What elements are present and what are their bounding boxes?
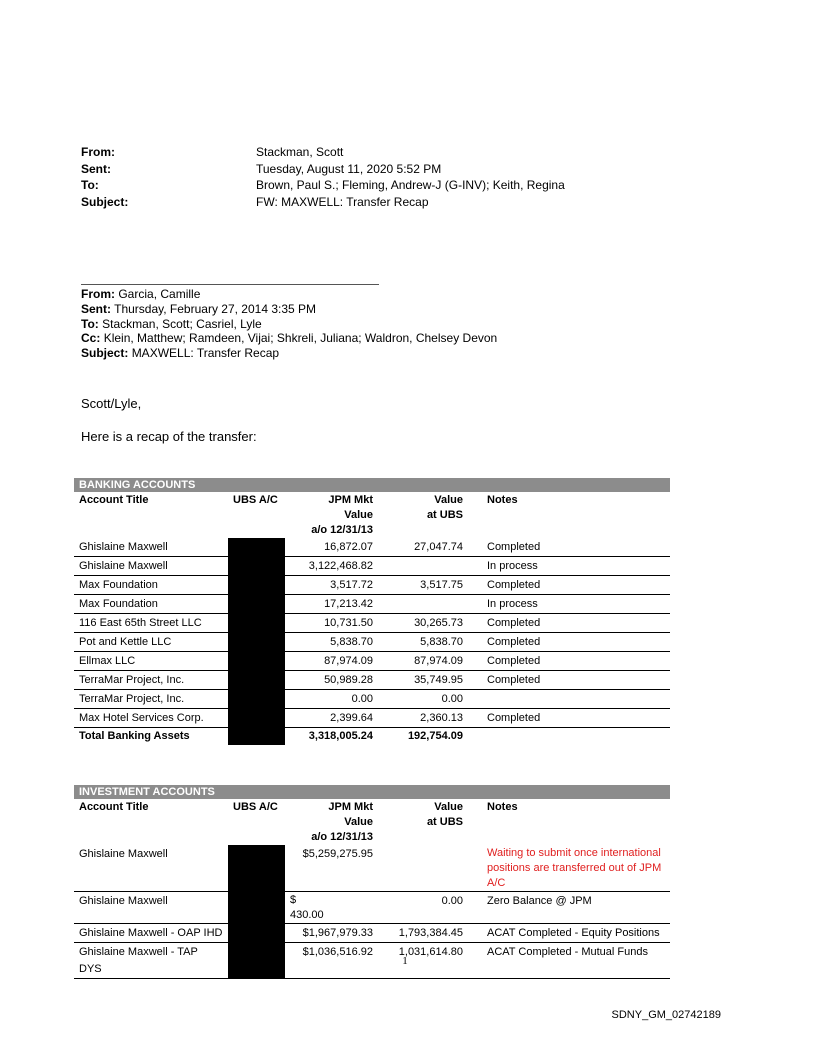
ubs-value: 1,793,384.45 xyxy=(378,924,468,943)
ubs-value: 87,974.09 xyxy=(378,652,468,671)
ubs-value: 5,838.70 xyxy=(378,633,468,652)
col-jpm-line1: JPM Mkt xyxy=(328,801,373,813)
column-header-row xyxy=(74,492,670,538)
col-jpm-line2: Value xyxy=(344,816,373,828)
subject-value: FW: MAXWELL: Transfer Recap xyxy=(256,194,429,209)
redacted-ubs-account xyxy=(228,538,285,557)
redacted-ubs-account xyxy=(228,614,285,633)
ubs-value: 2,360.13 xyxy=(378,709,468,728)
header-from-row xyxy=(81,144,641,161)
account-title: TerraMar Project, Inc. xyxy=(74,671,228,690)
ubs-value: 30,265.73 xyxy=(378,614,468,633)
fwd-subject-row xyxy=(81,346,497,361)
account-title: Ghislaine Maxwell xyxy=(74,845,228,892)
account-title: Ellmax LLC xyxy=(74,652,228,671)
redacted-ubs-account xyxy=(228,690,285,709)
column-header-row xyxy=(74,799,670,845)
fwd-to-label: To: xyxy=(81,316,99,331)
total-jpm: 3,318,005.24 xyxy=(308,730,373,742)
account-title: Ghislaine Maxwell xyxy=(74,557,228,576)
section-header-banking xyxy=(74,478,670,492)
table-row xyxy=(74,576,670,595)
jpm-line2: 430.00 xyxy=(290,909,324,921)
jpm-value: 10,731.50 xyxy=(285,614,378,633)
page-number: 1 xyxy=(402,955,408,967)
spacer xyxy=(468,799,482,845)
redacted-ubs-account xyxy=(228,652,285,671)
sent-label: Sent: xyxy=(81,161,111,176)
col-ubs-line1: Value xyxy=(434,494,463,506)
table-row xyxy=(74,845,670,892)
ubs-value: 35,749.95 xyxy=(378,671,468,690)
table-row xyxy=(74,538,670,557)
redacted-ubs-account xyxy=(228,595,285,614)
col-ubs-line2: at UBS xyxy=(426,509,463,521)
fwd-to-value: Stackman, Scott; Casriel, Lyle xyxy=(102,316,262,331)
investment-accounts-table xyxy=(74,785,670,979)
table-row xyxy=(74,709,670,728)
redacted-ubs-account xyxy=(228,943,285,979)
fwd-cc-row xyxy=(81,331,497,346)
from-label: From: xyxy=(81,145,115,159)
fwd-to-row xyxy=(81,317,497,332)
col-jpm-value xyxy=(285,799,378,845)
from-value: Stackman, Scott xyxy=(256,145,344,159)
spacer xyxy=(468,492,482,538)
jpm-value: 5,838.70 xyxy=(285,633,378,652)
fwd-from-label: From: xyxy=(81,287,115,301)
spacer xyxy=(468,943,482,979)
ubs-value: 3,517.75 xyxy=(378,576,468,595)
spacer xyxy=(468,690,482,709)
notes: In process xyxy=(482,557,670,576)
account-title: Ghislaine Maxwell - TAP DYS xyxy=(74,943,228,979)
spacer xyxy=(468,845,482,892)
fwd-subject-label: Subject: xyxy=(81,346,129,361)
redacted-ubs-account xyxy=(228,728,285,746)
spacer xyxy=(468,614,482,633)
redacted-ubs-account xyxy=(228,671,285,690)
account-title: Ghislaine Maxwell - OAP IHD xyxy=(74,924,228,943)
table-row xyxy=(74,690,670,709)
jpm-value: $1,036,516.92 xyxy=(285,943,378,979)
notes: Zero Balance @ JPM xyxy=(482,892,670,924)
table-row xyxy=(74,557,670,576)
notes: Completed xyxy=(482,538,670,557)
fwd-sent-label: Sent: xyxy=(81,301,111,316)
fwd-sent-value: Thursday, February 27, 2014 3:35 PM xyxy=(114,301,317,316)
fwd-sent-row xyxy=(81,302,497,317)
ubs-value: 27,047.74 xyxy=(378,538,468,557)
notes-line2: positions are transferred out of JPM A/C xyxy=(487,862,662,889)
forwarded-header xyxy=(81,287,497,361)
notes: Completed xyxy=(482,614,670,633)
ubs-value: 1,031,614.80 xyxy=(378,943,468,979)
spacer xyxy=(468,576,482,595)
section-header-investment xyxy=(74,785,670,799)
jpm-value xyxy=(285,892,378,924)
spacer xyxy=(468,671,482,690)
spacer xyxy=(468,538,482,557)
account-title: Ghislaine Maxwell xyxy=(74,892,228,924)
col-ubs-ac: UBS A/C xyxy=(233,801,278,813)
to-label: To: xyxy=(81,178,99,192)
col-jpm-line3: a/o 12/31/13 xyxy=(311,524,373,536)
header-to-row xyxy=(81,177,641,194)
spacer xyxy=(468,892,482,924)
notes: Completed xyxy=(482,709,670,728)
ubs-value xyxy=(378,557,468,576)
jpm-value: 2,399.64 xyxy=(285,709,378,728)
col-jpm-line3: a/o 12/31/13 xyxy=(311,831,373,843)
account-title: TerraMar Project, Inc. xyxy=(74,690,228,709)
table-row xyxy=(74,595,670,614)
redacted-ubs-account xyxy=(228,845,285,892)
spacer xyxy=(468,557,482,576)
jpm-value: 3,517.72 xyxy=(285,576,378,595)
spacer xyxy=(468,633,482,652)
bates-number: SDNY_GM_02742189 xyxy=(611,1009,721,1021)
subject-label: Subject: xyxy=(81,194,129,209)
jpm-value: 0.00 xyxy=(285,690,378,709)
ubs-value xyxy=(378,845,468,892)
jpm-value: 50,989.28 xyxy=(285,671,378,690)
table-row xyxy=(74,633,670,652)
notes-line1: Waiting to submit once international xyxy=(487,847,661,859)
forward-separator xyxy=(81,284,379,285)
col-notes: Notes xyxy=(487,801,518,813)
col-ubs-ac: UBS A/C xyxy=(233,494,278,506)
fwd-from-value: Garcia, Camille xyxy=(118,287,201,301)
redacted-ubs-account xyxy=(228,633,285,652)
jpm-value: 17,213.42 xyxy=(285,595,378,614)
header-subject-row xyxy=(81,194,641,211)
col-ubs-value xyxy=(378,492,468,538)
redacted-ubs-account xyxy=(228,924,285,943)
spacer xyxy=(468,924,482,943)
spacer xyxy=(468,652,482,671)
sent-value: Tuesday, August 11, 2020 5:52 PM xyxy=(256,161,442,176)
table-row xyxy=(74,943,670,979)
fwd-from-row xyxy=(81,287,497,302)
spacer xyxy=(468,709,482,728)
ubs-value: 0.00 xyxy=(378,892,468,924)
notes xyxy=(482,845,670,892)
section-title: BANKING ACCOUNTS xyxy=(74,478,670,492)
redacted-ubs-account xyxy=(228,576,285,595)
total-ubs: 192,754.09 xyxy=(407,730,463,742)
empty-notes xyxy=(482,728,670,746)
header-sent-row xyxy=(81,161,641,178)
table-row xyxy=(74,652,670,671)
col-notes: Notes xyxy=(487,494,518,506)
banking-accounts-table xyxy=(74,478,670,745)
col-account-title: Account Title xyxy=(79,494,149,506)
table-row xyxy=(74,671,670,690)
fwd-cc-value: Klein, Matthew; Ramdeen, Vijai; Shkreli, Juliana; Waldron, Chelsey Devon xyxy=(103,331,498,346)
account-title: Max Foundation xyxy=(74,576,228,595)
table-row xyxy=(74,614,670,633)
email-header xyxy=(81,144,641,210)
redacted-ubs-account xyxy=(228,892,285,924)
notes: Completed xyxy=(482,671,670,690)
table-row xyxy=(74,924,670,943)
intro-text: Here is a recap of the transfer: xyxy=(81,429,257,444)
jpm-value: 87,974.09 xyxy=(285,652,378,671)
table-row xyxy=(74,892,670,924)
notes xyxy=(482,690,670,709)
notes: Completed xyxy=(482,652,670,671)
ubs-value xyxy=(378,595,468,614)
col-jpm-line2: Value xyxy=(344,509,373,521)
notes: ACAT Completed - Mutual Funds xyxy=(482,943,670,979)
greeting: Scott/Lyle, xyxy=(81,396,142,411)
fwd-cc-label: Cc: xyxy=(81,331,101,346)
notes: In process xyxy=(482,595,670,614)
col-ubs-line2: at UBS xyxy=(426,816,463,828)
redacted-ubs-account xyxy=(228,709,285,728)
jpm-value: 16,872.07 xyxy=(285,538,378,557)
spacer xyxy=(468,728,482,746)
ubs-value: 0.00 xyxy=(378,690,468,709)
section-title: INVESTMENT ACCOUNTS xyxy=(74,785,670,799)
notes: Completed xyxy=(482,633,670,652)
account-title: Max Foundation xyxy=(74,595,228,614)
col-ubs-value xyxy=(378,799,468,845)
notes: Completed xyxy=(482,576,670,595)
redacted-ubs-account xyxy=(228,557,285,576)
col-jpm-line1: JPM Mkt xyxy=(328,494,373,506)
total-title: Total Banking Assets xyxy=(79,730,190,742)
fwd-subject-value: MAXWELL: Transfer Recap xyxy=(131,346,280,361)
total-row xyxy=(74,728,670,746)
col-ubs-line1: Value xyxy=(434,801,463,813)
col-jpm-value xyxy=(285,492,378,538)
col-account-title: Account Title xyxy=(79,801,149,813)
account-title: Pot and Kettle LLC xyxy=(74,633,228,652)
account-title: 116 East 65th Street LLC xyxy=(74,614,228,633)
spacer xyxy=(468,595,482,614)
jpm-value: 3,122,468.82 xyxy=(285,557,378,576)
account-title: Max Hotel Services Corp. xyxy=(74,709,228,728)
jpm-value: $5,259,275.95 xyxy=(285,845,378,892)
notes: ACAT Completed - Equity Positions xyxy=(482,924,670,943)
jpm-value: $1,967,979.33 xyxy=(285,924,378,943)
account-title: Ghislaine Maxwell xyxy=(74,538,228,557)
jpm-line1: $ xyxy=(290,894,297,906)
to-value: Brown, Paul S.; Fleming, Andrew-J (G-INV); Keith, Regina xyxy=(256,178,565,192)
